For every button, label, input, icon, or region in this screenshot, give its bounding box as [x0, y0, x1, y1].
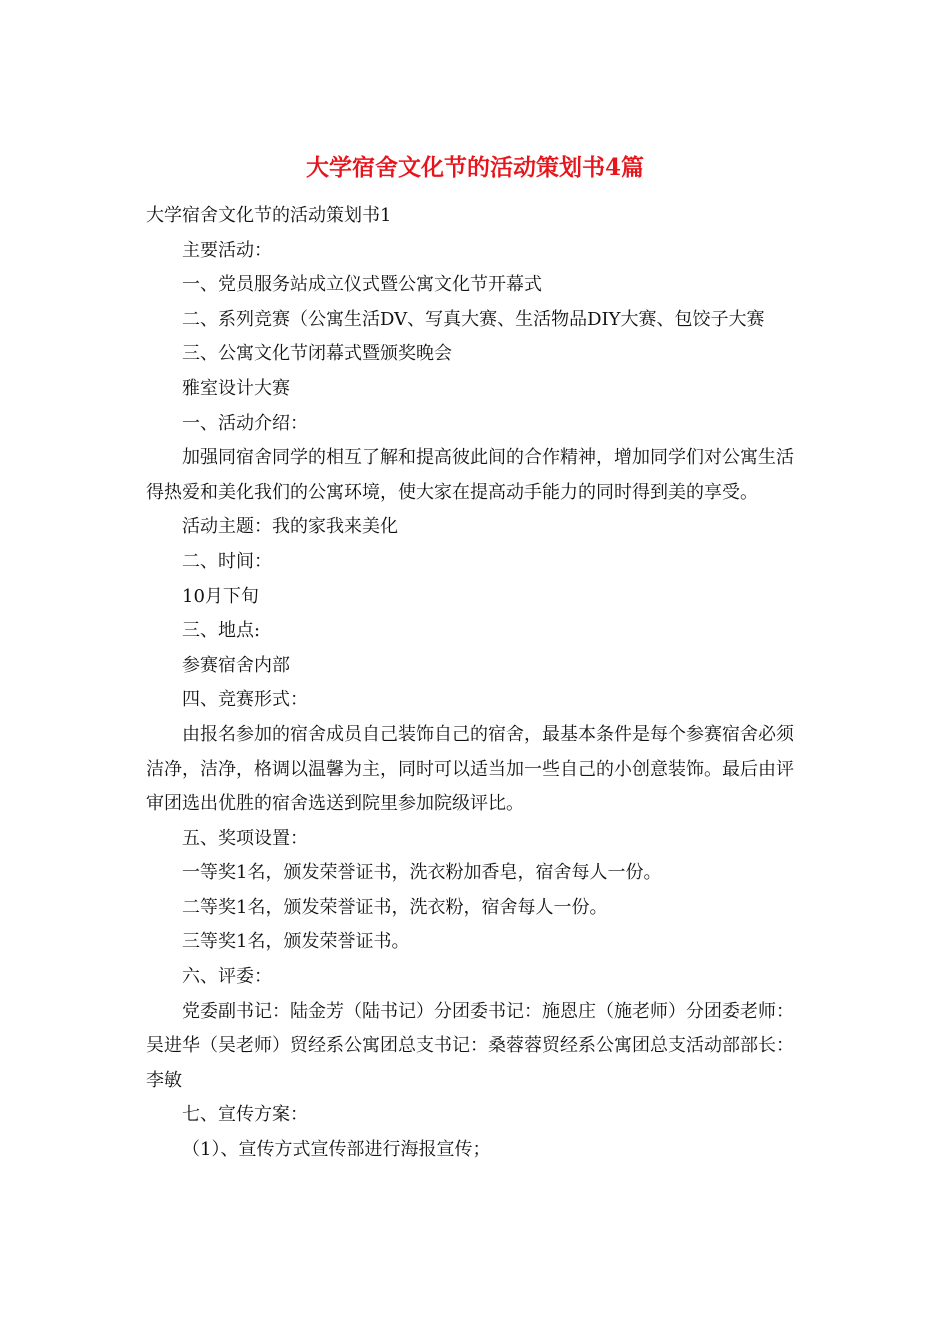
- paragraph: 五、奖项设置：: [182, 827, 308, 849]
- section-heading: 大学宿舍文化节的活动策划书1: [146, 205, 392, 226]
- paragraph: 10月下旬: [182, 585, 259, 607]
- paragraph: 一、党员服务站成立仪式暨公寓文化节开幕式: [182, 274, 542, 296]
- paragraph: 加强同宿舍同学的相互了解和提高彼此间的合作精神，增加同学们对公寓生活得热爱和美化我们的公寓环境，使大家在提高动手能力的同时得到美的享受。: [146, 447, 794, 503]
- document-title: 大学宿舍文化节的活动策划书4篇: [305, 154, 644, 181]
- paragraph: 七、宣传方案：: [182, 1104, 308, 1126]
- paragraph: 一等奖1名，颁发荣誉证书，洗衣粉加香皂，宿舍每人一份。: [182, 862, 662, 884]
- paragraph: 二、系列竞赛（公寓生活DV、写真大赛、生活物品DIY大赛、包饺子大赛: [182, 308, 765, 330]
- document-body: [146, 199, 806, 1168]
- paragraph: 雅室设计大赛: [182, 377, 290, 399]
- paragraph: 三等奖1名，颁发荣誉证书。: [182, 931, 410, 953]
- paragraph: 党委副书记：陆金芳（陆书记）分团委书记：施恩庄（施老师）分团委老师：吴进华（吴老师）贸经系公寓团总支书记：桑蓉蓉贸经系公寓团总支活动部部长：李敏: [146, 1000, 794, 1091]
- paragraph: 主要活动：: [182, 239, 272, 261]
- paragraph: 参赛宿舍内部: [182, 654, 290, 676]
- paragraph: 一、活动介绍：: [182, 412, 308, 434]
- paragraph: 三、公寓文化节闭幕式暨颁奖晚会: [182, 343, 452, 365]
- paragraph: 活动主题：我的家我来美化: [182, 516, 398, 538]
- paragraph: 由报名参加的宿舍成员自己装饰自己的宿舍，最基本条件是每个参赛宿舍必须洁净，洁净，格调以温馨为主，同时可以适当加一些自己的小创意装饰。最后由评审团选出优胜的宿舍选送到院里参加院级评比。: [146, 723, 794, 815]
- paragraph: 六、评委：: [182, 966, 272, 988]
- paragraph: 二等奖1名，颁发荣誉证书，洗衣粉，宿舍每人一份。: [182, 896, 608, 918]
- paragraph: 四、竞赛形式：: [182, 689, 308, 711]
- paragraph: 二、时间：: [182, 550, 272, 572]
- paragraph: 三、地点:: [182, 620, 261, 642]
- paragraph: （1）、宣传方式宣传部进行海报宣传；: [182, 1139, 491, 1161]
